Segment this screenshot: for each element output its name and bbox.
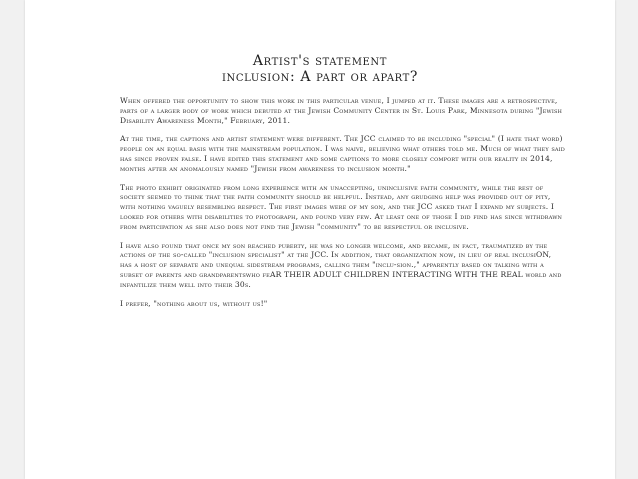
- document-title: Artist's statement: [252, 53, 388, 69]
- document-subtitle: inclusion: A part or apart?: [221, 69, 419, 85]
- paragraph: I prefer, "nothing about us, without us!": [120, 298, 268, 308]
- document-page: [25, 0, 615, 479]
- document-body: [120, 96, 565, 317]
- paragraph: When offered the opportunity to show this work in this particular venue, I jumped at it. These images are a retrospective, parts of a larger body of work which debuted at the Jewish Community Center in St. Louis Park, Minnesota during "Jewish Disability Awareness Month," February, 2011.: [120, 96, 563, 125]
- paragraph: I have also found that once my son reached puberty, he was no longer welcome, and became, in fact, traumatized by the actions of the so-called "inclusion specialist" at the JCC. In addition, that organization now, in lieu of real inclusiON, has a host of separate and unequal sidestream programs, calling them "inclu-sion.," apparently based on talking with a subset of parents and grandparentswho feAR THEIR ADULT CHILDREN INTERACTING WITH THE REAL world and infantilize them well into their 30s.: [120, 240, 562, 289]
- paragraph: At the time, the captions and artist statement were different. The JCC claimed to be including "special" (I hate that word) people on an equal basis with the mainstream population. I was naive, believing what others told me. Much of what they said has since proven false. I have edited this statement and some captions to more closely comport with our reality in 2014, months after an anomalously named "Jewish from awareness to inclusion month.": [120, 134, 565, 173]
- paragraph: The photo exhibit originated from long experience with an unaccepting, uninclusive faith community, while the rest of society seemed to think that the faith community should be helpful. Instead, any grudging help was provided out of pity, with nothing vaguely resembling respect. The first images were of my son, and the JCC asked that I expand my subjects. I looked for others with disabilities to photograph, and found very few. At least one of those I did find has since withdrawn from participation as she also does not find the Jewish "community" to be respectful or inclusive.: [120, 182, 563, 231]
